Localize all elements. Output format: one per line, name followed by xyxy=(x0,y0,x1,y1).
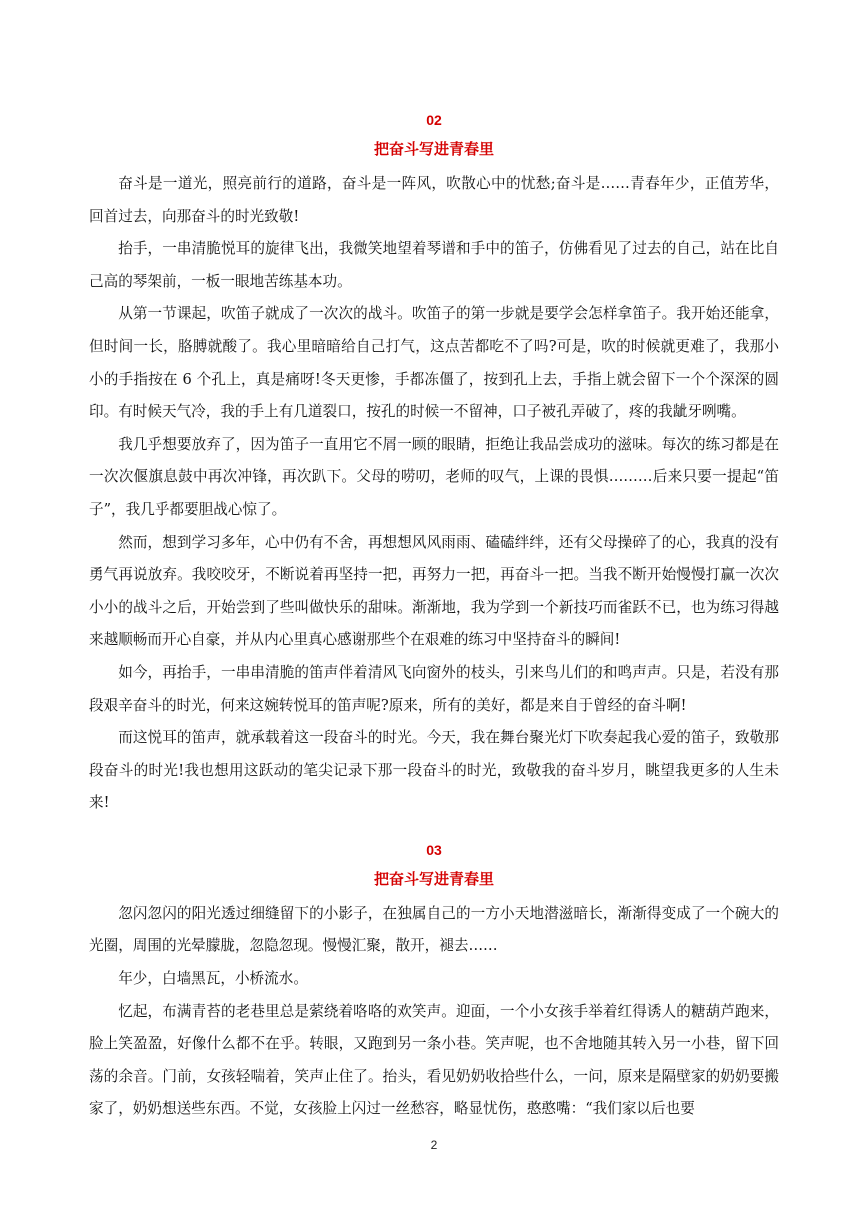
paragraph: 奋斗是一道光，照亮前行的道路，奋斗是一阵风，吹散心中的忧愁;奋斗是……青春年少，正值芳华，回首过去，向那奋斗的时光致敬! xyxy=(89,175,779,225)
paragraph: 从第一节课起，吹笛子就成了一次次的战斗。吹笛子的第一步就是要学会怎样拿笛子。我开始还能拿，但时间一长，胳膊就酸了。我心里暗暗给自己打气，这点苦都吃不了吗?可是，吹的时候就更难了，我那小小的手指按在 6 个孔上，真是痛呀!冬天更惨，手都冻僵了，按到孔上去，手指上就会留下一个个深深的圆印。有时候天气冷，我的手上有几道裂口，按孔的时候一不留神，口子被孔弄破了，疼的我龇牙咧嘴。 xyxy=(89,305,779,421)
essay-section-03 xyxy=(89,836,779,1126)
paragraph: 抬手，一串清脆悦耳的旋律飞出，我微笑地望着琴谱和手中的笛子，仿佛看见了过去的自己，站在比自己高的琴架前，一板一眼地苦练基本功。 xyxy=(89,240,779,290)
paragraph: 然而，想到学习多年，心中仍有不舍，再想想风风雨雨、磕磕绊绊，还有父母操碎了的心，我真的没有勇气再说放弃。我咬咬牙，不断说着再坚持一把，再努力一把，再奋斗一把。当我不断开始慢慢打赢一次次小小的战斗之后，开始尝到了些叫做快乐的甜味。渐渐地，我为学到一个新技巧而雀跃不已，也为练习得越来越顺畅而开心自豪，并从内心里真心感谢那些个在艰难的练习中坚持奋斗的瞬间! xyxy=(89,533,779,649)
section-spacer xyxy=(89,820,779,836)
paragraph: 我几乎想要放弃了，因为笛子一直用它不屑一顾的眼睛，拒绝让我品尝成功的滋味。每次的练习都是在一次次偃旗息鼓中再次冲锋，再次趴下。父母的唠叨，老师的叹气，上课的畏惧………后来只要一提起“笛子”，我几乎都要胆战心惊了。 xyxy=(89,435,779,518)
section-title: 把奋斗写进青春里 xyxy=(373,140,494,158)
page-content xyxy=(89,106,779,1126)
page-number: 2 xyxy=(430,1138,438,1152)
section-number: 02 xyxy=(426,112,442,128)
section-number: 03 xyxy=(426,841,442,858)
paragraph: 忆起，布满青苔的老巷里总是萦绕着咯咯的欢笑声。迎面，一个小女孩手举着红得诱人的糖葫芦跑来，脸上笑盈盈，好像什么都不在乎。转眼，又跑到另一条小巷。笑声呢，也不舍地随其转入另一小巷，留下回荡的余音。门前，女孩轻喘着，笑声止住了。抬头，看见奶奶收拾些什么，一问，原来是隔壁家的奶奶要搬家了，奶奶想送些东西。不觉，女孩脸上闪过一丝愁容，略显忧伤，憨憨嘴：“我们家以后也要 xyxy=(89,1002,779,1118)
section-title: 把奋斗写进青春里 xyxy=(373,869,494,888)
paragraph: 年少，白墙黑瓦，小桥流水。 xyxy=(118,970,308,988)
essay-section-02 xyxy=(89,106,779,820)
paragraph: 如今，再抬手，一串串清脆的笛声伴着清风飞向窗外的枝头，引来鸟儿们的和鸣声声。只是，若没有那段艰辛奋斗的时光，何来这婉转悦耳的笛声呢?原来，所有的美好，都是来自于曾经的奋斗啊! xyxy=(89,663,779,714)
paragraph: 而这悦耳的笛声，就承载着这一段奋斗的时光。今天，我在舞台聚光灯下吹奏起我心爱的笛子，致敬那段奋斗的时光!我也想用这跃动的笔尖记录下那一段奋斗的时光，致敬我的奋斗岁月，眺望我更多的人生未来! xyxy=(89,729,779,812)
paragraph: 忽闪忽闪的阳光透过细缝留下的小影子，在独属自己的一方小天地潜滋暗长，渐渐得变成了一个碗大的光圈，周围的光晕朦胧，忽隐忽现。慢慢汇聚，散开，褪去…… xyxy=(89,904,779,955)
